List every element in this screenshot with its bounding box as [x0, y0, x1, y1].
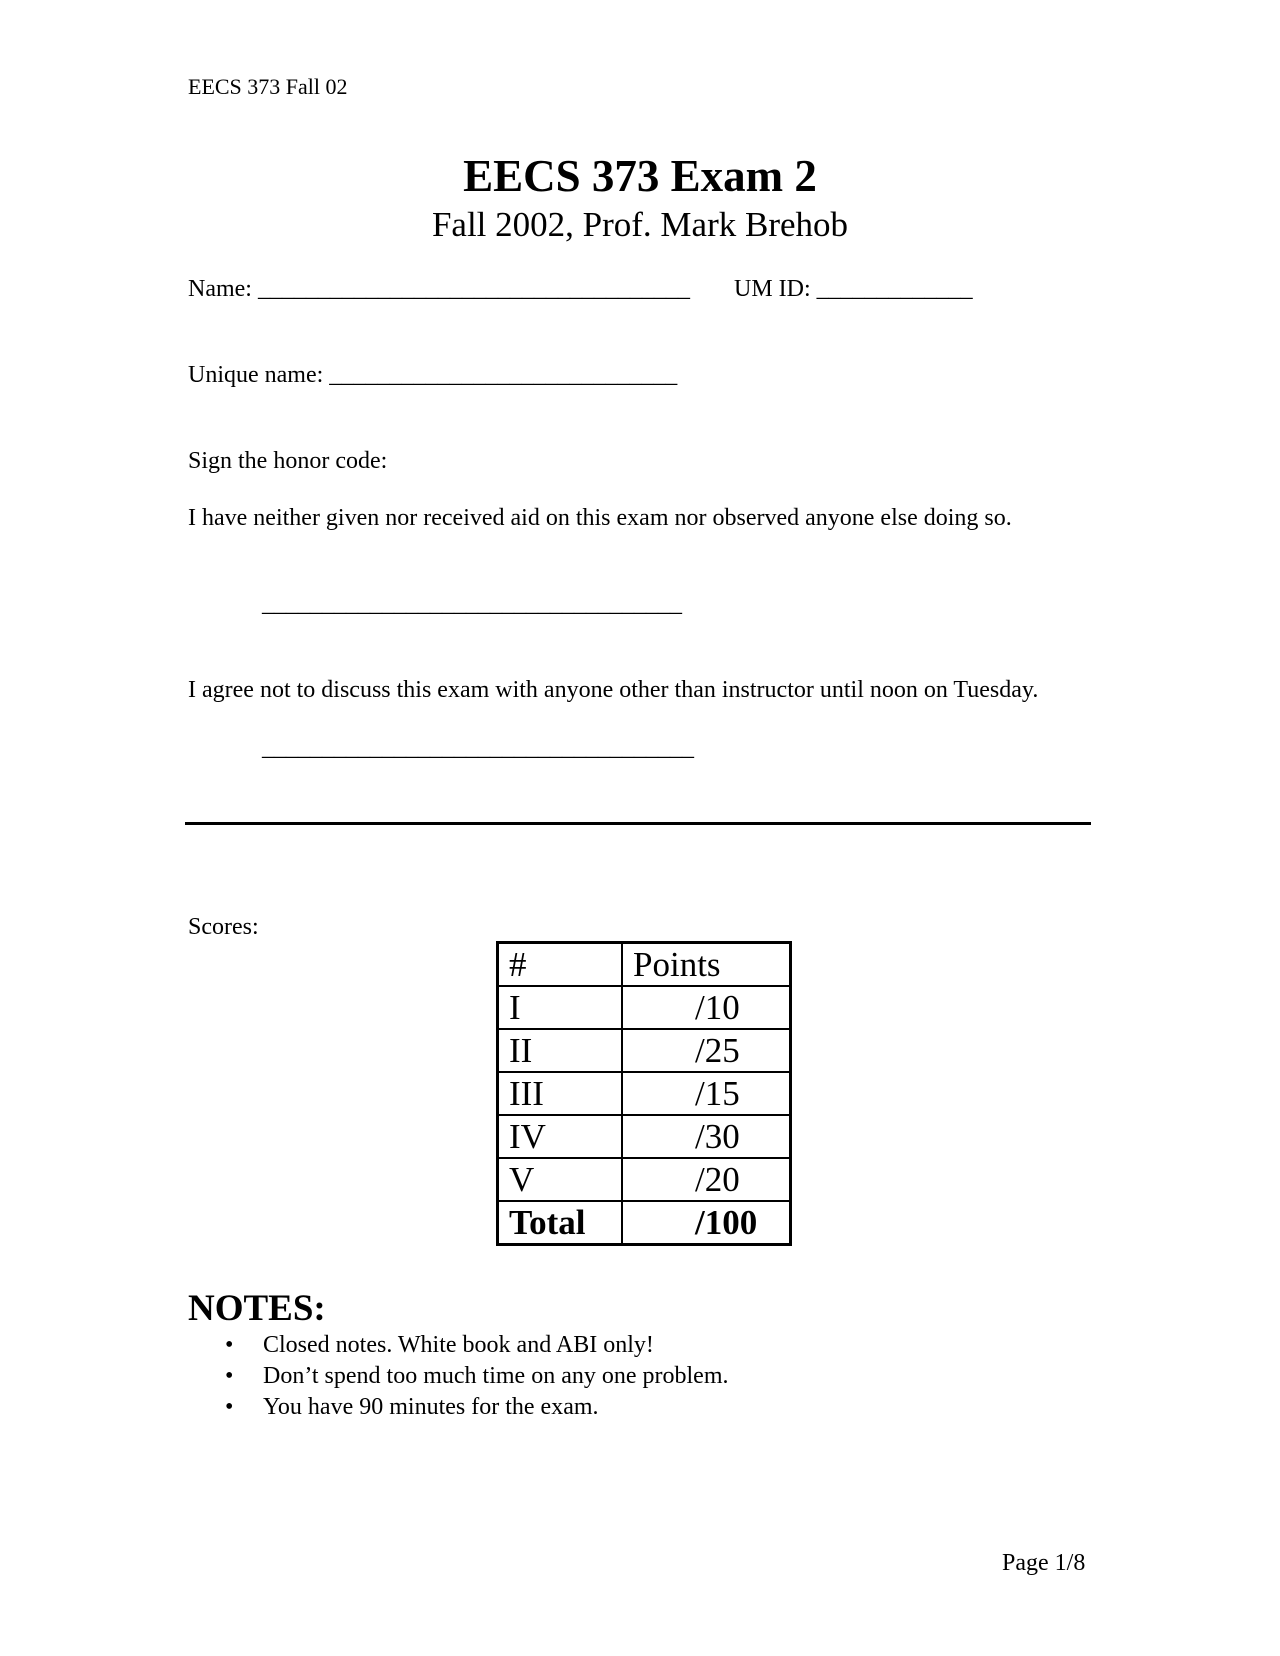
- section-divider: [185, 822, 1091, 825]
- scores-table: [496, 941, 792, 1246]
- table-row: [498, 1115, 791, 1158]
- problem-number: III: [498, 1072, 623, 1115]
- table-header-row: [498, 943, 791, 987]
- note-text: You have 90 minutes for the exam.: [263, 1394, 599, 1420]
- problem-number: I: [498, 986, 623, 1029]
- notes-heading: NOTES:: [188, 1288, 326, 1329]
- list-item: [225, 1392, 728, 1423]
- note-text: Don’t spend too much time on any one problem.: [263, 1363, 729, 1389]
- scores-label: Scores:: [188, 914, 259, 940]
- table-row: [498, 986, 791, 1029]
- honor-statement: I have neither given nor received aid on this exam nor observed anyone else doing so.: [188, 505, 1012, 531]
- name-field: Name: ____________________________________: [188, 276, 690, 302]
- table-row: [498, 1029, 791, 1072]
- exam-title: EECS 373 Exam 2: [463, 151, 817, 201]
- list-item: [225, 1361, 728, 1392]
- problem-points: /10: [622, 986, 791, 1029]
- problem-number: V: [498, 1158, 623, 1201]
- bullet-icon: •: [225, 1394, 234, 1420]
- honor-code-label: Sign the honor code:: [188, 448, 388, 474]
- discussion-agreement: I agree not to discuss this exam with anyone other than instructor until noon on Tuesday.: [188, 677, 1039, 703]
- total-points: /100: [622, 1201, 791, 1245]
- problem-points: /30: [622, 1115, 791, 1158]
- table-row: [498, 1072, 791, 1115]
- list-item: [225, 1330, 728, 1361]
- um-id-field: UM ID: _____________: [734, 276, 973, 302]
- unique-name-field: Unique name: _____________________________: [188, 362, 678, 388]
- running-head: EECS 373 Fall 02: [188, 74, 348, 99]
- total-row: [498, 1201, 791, 1245]
- note-text: Closed notes. White book and ABI only!: [263, 1332, 654, 1358]
- bullet-icon: •: [225, 1363, 234, 1389]
- header-points: Points: [622, 943, 791, 987]
- exam-subtitle: Fall 2002, Prof. Mark Brehob: [431, 205, 849, 244]
- honor-signature-line: ___________________________________: [262, 591, 682, 617]
- notes-list: [225, 1330, 728, 1423]
- page-number: Page 1/8: [1002, 1550, 1086, 1576]
- bullet-icon: •: [225, 1332, 234, 1358]
- table-row: [498, 1158, 791, 1201]
- problem-points: /25: [622, 1029, 791, 1072]
- problem-points: /15: [622, 1072, 791, 1115]
- header-number: #: [498, 943, 623, 987]
- problem-points: /20: [622, 1158, 791, 1201]
- total-label: Total: [498, 1201, 623, 1245]
- problem-number: IV: [498, 1115, 623, 1158]
- agreement-signature-line: ____________________________________: [262, 735, 694, 761]
- problem-number: II: [498, 1029, 623, 1072]
